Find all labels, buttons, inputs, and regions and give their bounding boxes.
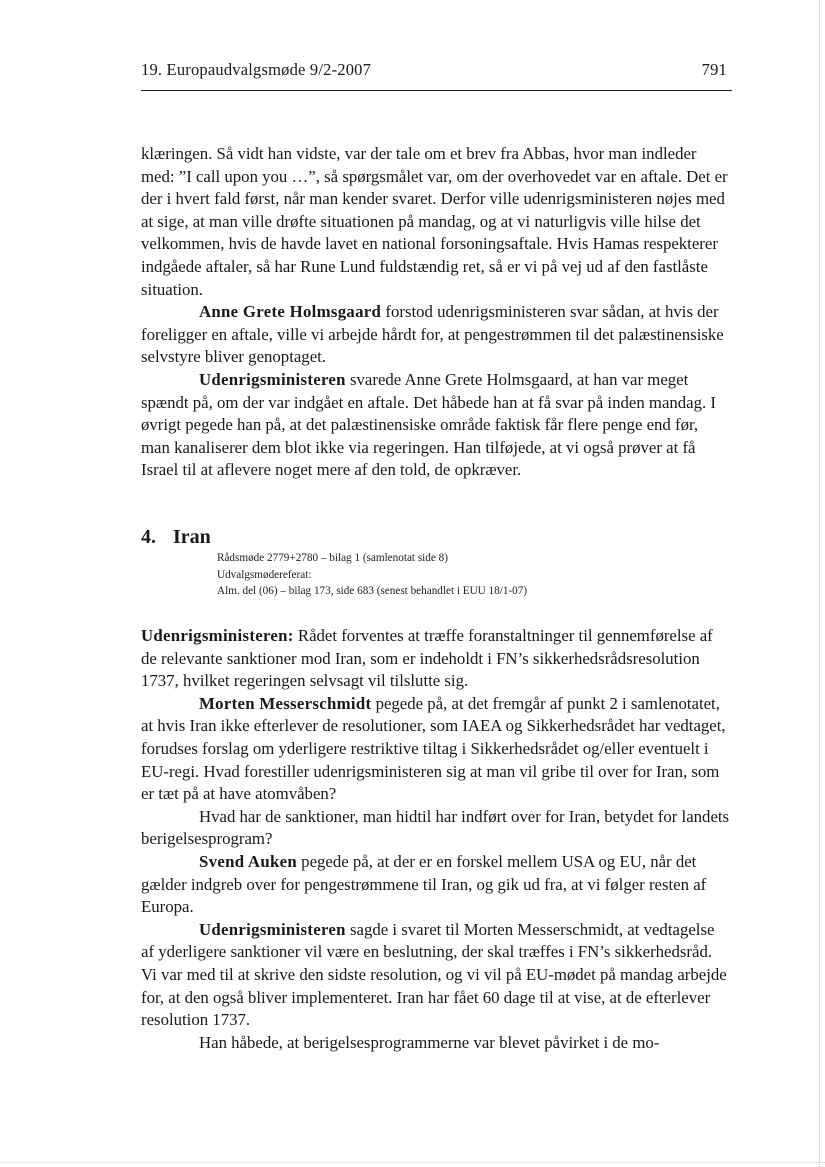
speaker-name: Svend Auken [199,851,297,871]
page-number: 791 [701,60,727,79]
scan-edge-right [818,0,820,1167]
speaker-name: Morten Messerschmidt [199,693,372,713]
reference-line: Udvalgsmødereferat: [217,568,312,581]
paragraph [141,301,731,369]
paragraph-text: Han håbede, at berigelsesprogrammerne var blevet påvirket i de mo- [199,1032,660,1052]
paragraph-text: pegede på, at det fremgår af punkt 2 i samlenotatet, at hvis Iran ikke efterlever de resolutioner, som IAEA og Sikkerhedsrådet har vedtaget, forudses forslag om yderligere restriktive tiltag i Sikkerhedsrådet og/eller eventuelt i EU-regi. Hvad forestiller udenrigsministeren sig at man vil gribe til over for Iran, som er tæt på at have atomvåben? [141,693,726,804]
paragraph-text: sagde i svaret til Morten Messerschmidt, at vedtagelse af yderligere sanktioner vil være en beslutning, der skal træffes i FN’s sikkerhedsråd. Vi var med til at skrive den sidste resolution, og vi vil på EU-mødet på mandag arbejde for, at den også bliver implementeret. Iran har fået 60 dage til at vise, at de efterlever resolution 1737. [141,919,727,1030]
running-header [141,60,731,86]
paragraph-text: svarede Anne Grete Holmsgaard, at han var meget spændt på, om der var indgået en aftale. Det håbede han at få svar på inden mandag. I øvrigt pegede han på, at det palæstinensiske område faktisk får flere penge end før, man kanaliserer dem blot ikke via regeringen. Han tilføjede, at vi også prøver at få Israel til at aflevere noget mere af den told, de opkræver. [141,369,717,480]
text-block-palestine [141,143,731,482]
section-heading [141,526,211,549]
paragraph [141,143,731,301]
paragraph-text: pegede på, at der er en forskel mellem USA og EU, når det gælder indgreb over for pengestrømmene til Iran, og gik ud fra, at vi følger resten af Europa. [141,851,707,917]
paragraph-text: Hvad har de sanktioner, man hidtil har indført over for Iran, betydet for landets berigelsesprogram? [141,806,730,849]
speaker-name: Udenrigsministeren [199,919,346,939]
paragraph [141,369,731,482]
text-block-iran [141,625,731,1054]
section-number: 4. [141,526,156,548]
paragraph [141,806,731,851]
header-title: 19. Europaudvalgsmøde 9/2-2007 [141,60,372,79]
reference-line: Rådsmøde 2779+2780 – bilag 1 (samlenotat side 8) [217,552,448,564]
paragraph-text: Rådet forventes at træffe foranstaltninger til gennemførelse af de relevante sanktioner mod Iran, som er indeholdt i FN’s sikkerhedsrådsresolution 1737, hvilket regeringen selvsagt vil tilslutte sig. [141,626,713,691]
scan-edge-bottom [0,1161,825,1163]
section-references [217,550,527,600]
paragraph-text: klæringen. Så vidt han vidste, var der tale om et brev fra Abbas, hvor man indleder med: ”I call upon you …”, så spørgsmålet var, om der overhovedet var en aftale. Det er der i hvert fald først, når man kender svaret. Derfor ville udenrigsministeren nøjes med at sige, at man ville drøfte situationen på mandag, og at vi naturligvis ville hilse det velkommen, hvis de havde lavet en national forsoningsaftale. Hvis Hamas respekterer indgåede aftaler, så har Rune Lund fuldstændig ret, så er vi på vej ud af den fastlåste situation. [141,144,728,299]
paragraph-text: forstod udenrigsministeren svar sådan, at hvis der foreligger en aftale, ville vi arbejde hårdt for, at pengestrømmen til det palæstinensiske selvstyre bliver genoptaget. [141,302,724,367]
paragraph [141,693,731,806]
header-rule [141,90,732,91]
paragraph [141,851,731,919]
speaker-name: Anne Grete Holmsgaard [199,302,382,322]
paragraph [141,625,731,693]
speaker-name: Udenrigsministeren: [141,626,294,645]
section-title: Iran [173,526,211,548]
paragraph [141,1032,731,1055]
speaker-name: Udenrigsministeren [199,369,346,389]
reference-line: Alm. del (06) – bilag 173, side 683 (senest behandlet i EUU 18/1-07) [217,585,528,597]
paragraph [141,919,731,1032]
